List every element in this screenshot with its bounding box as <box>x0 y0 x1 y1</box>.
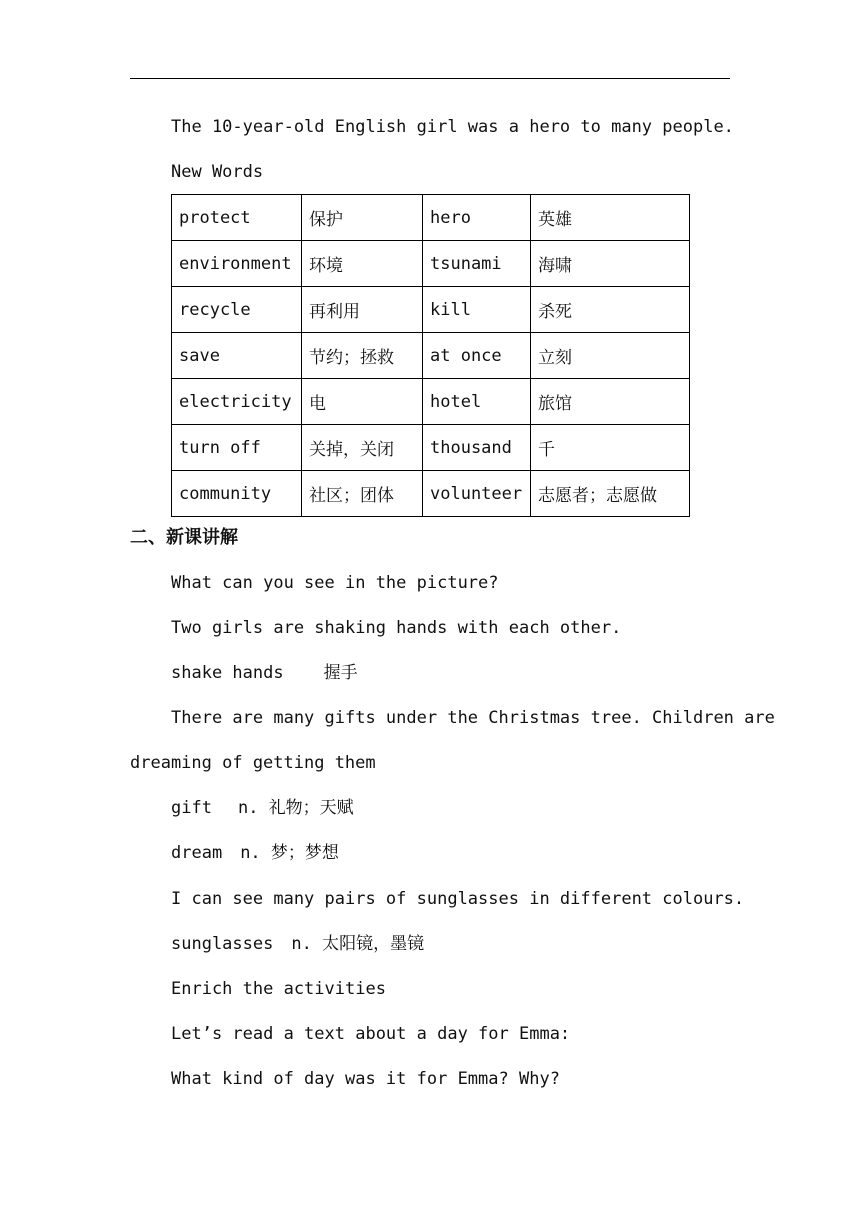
word: sunglasses <box>171 934 274 954</box>
phrase-en: shake hands <box>171 663 284 683</box>
vocab-gift <box>171 796 354 820</box>
meaning: 太阳镜，墨镜 <box>322 934 425 954</box>
question-emma: What kind of day was it for Emma? Why? <box>171 1069 560 1089</box>
section-heading: 二、新课讲解 <box>130 527 238 548</box>
english-word: recycle <box>172 287 302 333</box>
english-word: hotel <box>423 379 531 425</box>
enrich-activities: Enrich the activities <box>171 979 386 999</box>
english-word: volunteer <box>423 471 531 517</box>
chinese-meaning: 杀死 <box>531 287 690 333</box>
english-word: turn off <box>172 425 302 471</box>
chinese-meaning: 社区；团体 <box>302 471 423 517</box>
chinese-meaning: 电 <box>302 379 423 425</box>
word: dream <box>171 843 223 863</box>
chinese-meaning: 再利用 <box>302 287 423 333</box>
vocab-row <box>172 287 690 333</box>
meaning: 礼物；天赋 <box>268 798 354 818</box>
vocab-sunglasses <box>171 932 424 956</box>
pos: n. <box>237 798 259 818</box>
chinese-meaning: 立刻 <box>531 333 690 379</box>
chinese-meaning: 关掉，关闭 <box>302 425 423 471</box>
chinese-meaning: 英雄 <box>531 195 690 241</box>
sunglasses-sentence: I can see many pairs of sunglasses in different colours. <box>171 889 745 909</box>
lets-read-line: Let’s read a text about a day for Emma: <box>171 1024 571 1044</box>
chinese-meaning: 节约；拯救 <box>302 333 423 379</box>
intro-line: The 10-year-old English girl was a hero to many people. <box>171 117 734 137</box>
english-word: thousand <box>423 425 531 471</box>
pos: n. <box>291 934 312 954</box>
pos: n. <box>240 843 261 863</box>
chinese-meaning: 保护 <box>302 195 423 241</box>
chinese-meaning: 志愿者；志愿做 <box>531 471 690 517</box>
english-word: environment <box>172 241 302 287</box>
chinese-meaning: 旅馆 <box>531 379 690 425</box>
english-word: save <box>172 333 302 379</box>
vocab-row <box>172 425 690 471</box>
english-word: hero <box>423 195 531 241</box>
vocab-row <box>172 379 690 425</box>
english-word: kill <box>423 287 531 333</box>
chinese-meaning: 环境 <box>302 241 423 287</box>
vocabulary-table <box>171 194 690 517</box>
vocab-dream <box>171 841 339 865</box>
chinese-meaning: 千 <box>531 425 690 471</box>
meaning: 梦；梦想 <box>270 843 339 863</box>
gifts-sentence-line1: There are many gifts under the Christmas tree. Children are <box>171 708 775 728</box>
new-words-label: New Words <box>171 162 264 182</box>
chinese-meaning: 海啸 <box>531 241 690 287</box>
gifts-sentence-line2: dreaming of getting them <box>130 753 376 773</box>
header-rule <box>130 78 730 79</box>
answer-picture: Two girls are shaking hands with each other. <box>171 618 622 638</box>
vocab-row <box>172 195 690 241</box>
phrase-shake-hands <box>171 661 358 685</box>
english-word: electricity <box>172 379 302 425</box>
question-picture: What can you see in the picture? <box>171 573 499 593</box>
phrase-zh: 握手 <box>323 663 358 683</box>
vocab-row <box>172 471 690 517</box>
word: gift <box>171 798 212 818</box>
vocab-row <box>172 333 690 379</box>
english-word: at once <box>423 333 531 379</box>
vocab-row <box>172 241 690 287</box>
english-word: community <box>172 471 302 517</box>
english-word: protect <box>172 195 302 241</box>
english-word: tsunami <box>423 241 531 287</box>
